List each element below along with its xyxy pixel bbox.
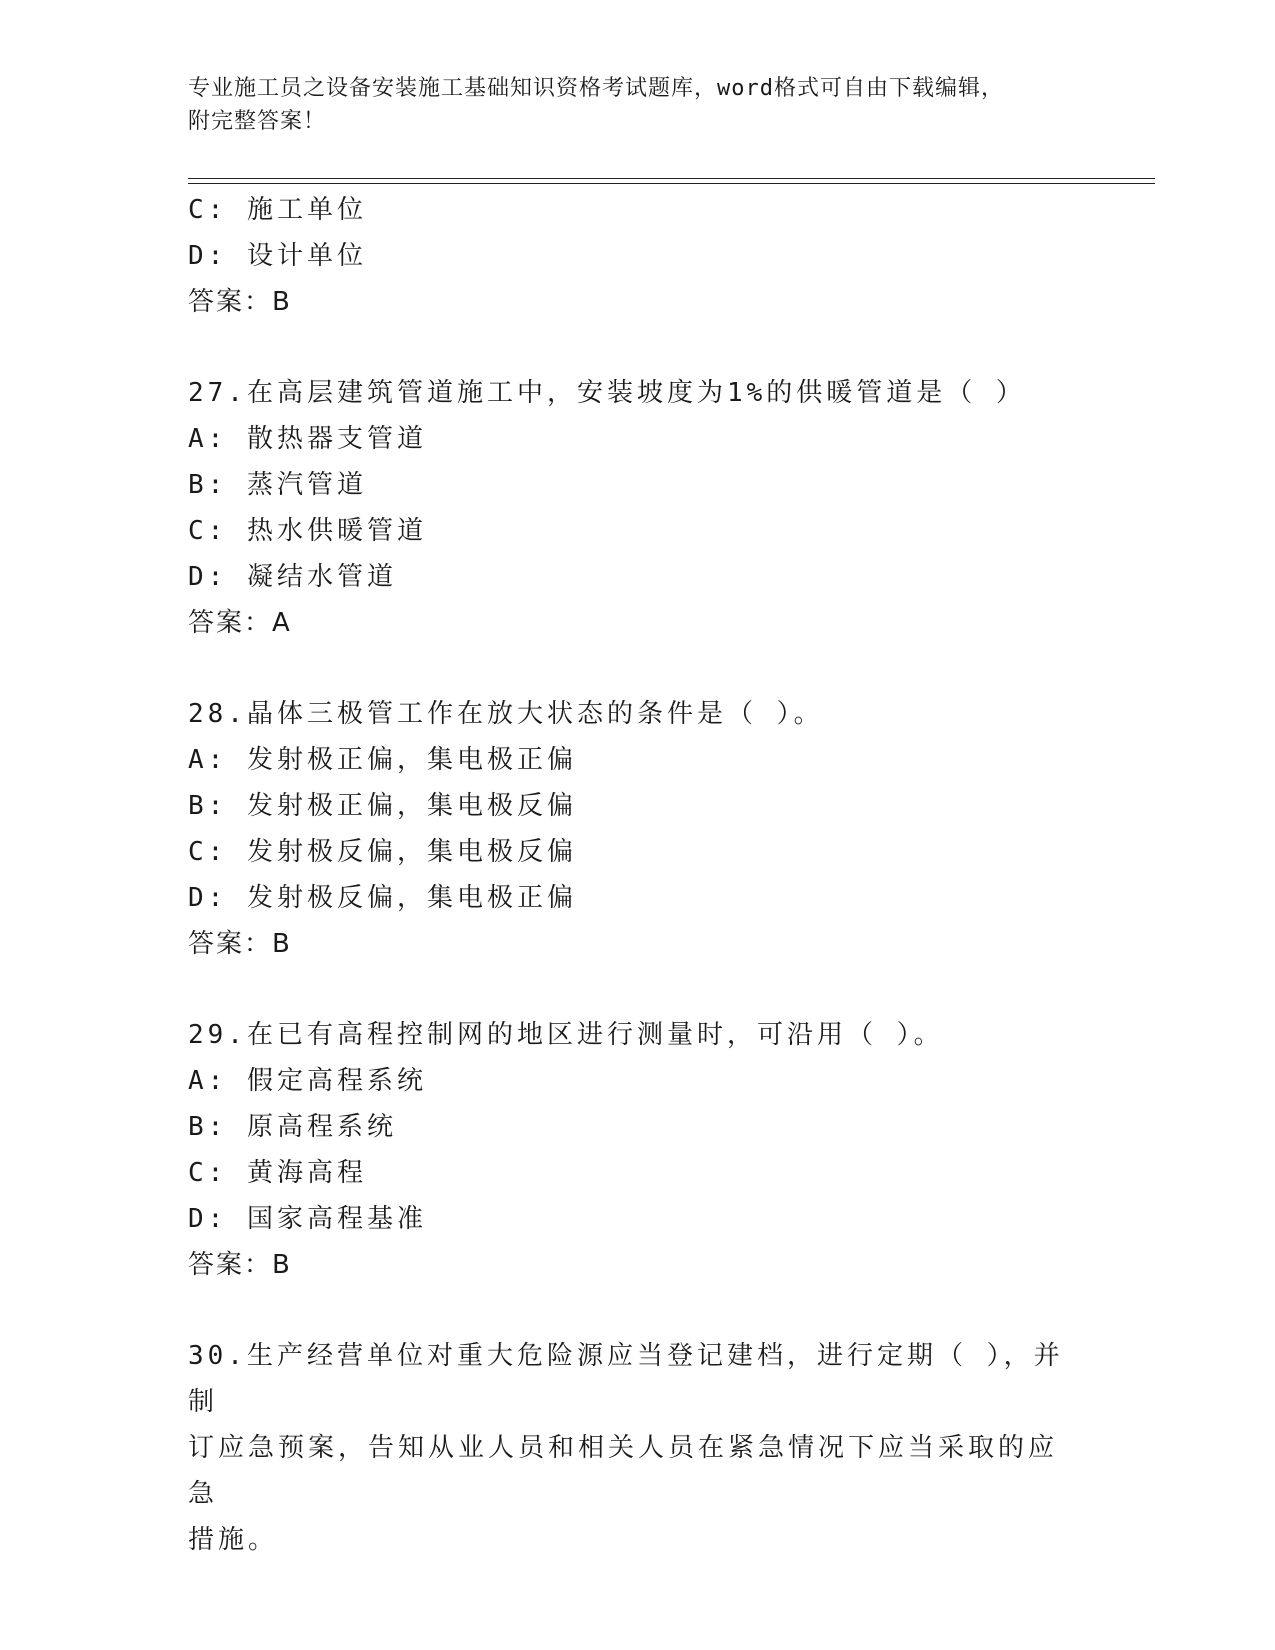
header-divider-top: [188, 178, 1155, 179]
option-d: D: 凝结水管道: [188, 562, 397, 592]
question-stem-line-1: 30.生产经营单位对重大危险源应当登记建档，进行定期（ ），并制: [188, 1341, 1064, 1417]
header-divider-bottom: [188, 183, 1155, 184]
question-27: [188, 370, 1088, 646]
option-c: C: 发射极反偏，集电极反偏: [188, 837, 577, 867]
question-stem: 28.晶体三极管工作在放大状态的条件是（ ）。: [188, 699, 824, 729]
option-a: A: 假定高程系统: [188, 1066, 427, 1096]
question-29: [188, 1012, 1088, 1288]
spacer: [188, 325, 1088, 370]
question-stem: 29.在已有高程控制网的地区进行测量时，可沿用（ ）。: [188, 1020, 944, 1050]
option-b: B: 发射极正偏，集电极反偏: [188, 791, 577, 821]
option-c: C: 施工单位: [188, 195, 367, 225]
spacer: [188, 1288, 1088, 1333]
option-b: B: 蒸汽管道: [188, 470, 367, 500]
answer: 答案：B: [188, 929, 292, 959]
question-content: [188, 187, 1088, 1563]
question-stem-line-2: 订应急预案，告知从业人员和相关人员在紧急情况下应当采取的应急: [188, 1433, 1059, 1509]
answer: 答案：B: [188, 287, 292, 317]
question-30: [188, 1333, 1068, 1563]
header-line-2: 附完整答案！: [188, 109, 327, 134]
option-b: B: 原高程系统: [188, 1112, 397, 1142]
option-a: A: 发射极正偏，集电极正偏: [188, 745, 577, 775]
answer: 答案：A: [188, 608, 292, 638]
question-stem-line-3: 措施。: [188, 1525, 279, 1555]
spacer: [188, 967, 1088, 1012]
header-line-1: 专业施工员之设备安装施工基础知识资格考试题库，word格式可自由下载编辑，: [188, 76, 1004, 101]
question-28: [188, 691, 1088, 967]
option-c: C: 热水供暖管道: [188, 516, 427, 546]
option-c: C: 黄海高程: [188, 1158, 367, 1188]
spacer: [188, 646, 1088, 691]
document-header: [188, 72, 1068, 138]
option-a: A: 散热器支管道: [188, 424, 427, 454]
option-d: D: 国家高程基准: [188, 1204, 427, 1234]
answer: 答案：B: [188, 1250, 292, 1280]
prev-question: [188, 187, 1088, 325]
option-d: D: 发射极反偏，集电极正偏: [188, 883, 577, 913]
option-d: D: 设计单位: [188, 241, 367, 271]
question-stem: 27.在高层建筑管道施工中，安装坡度为1%的供暖管道是（ ）: [188, 378, 1026, 408]
